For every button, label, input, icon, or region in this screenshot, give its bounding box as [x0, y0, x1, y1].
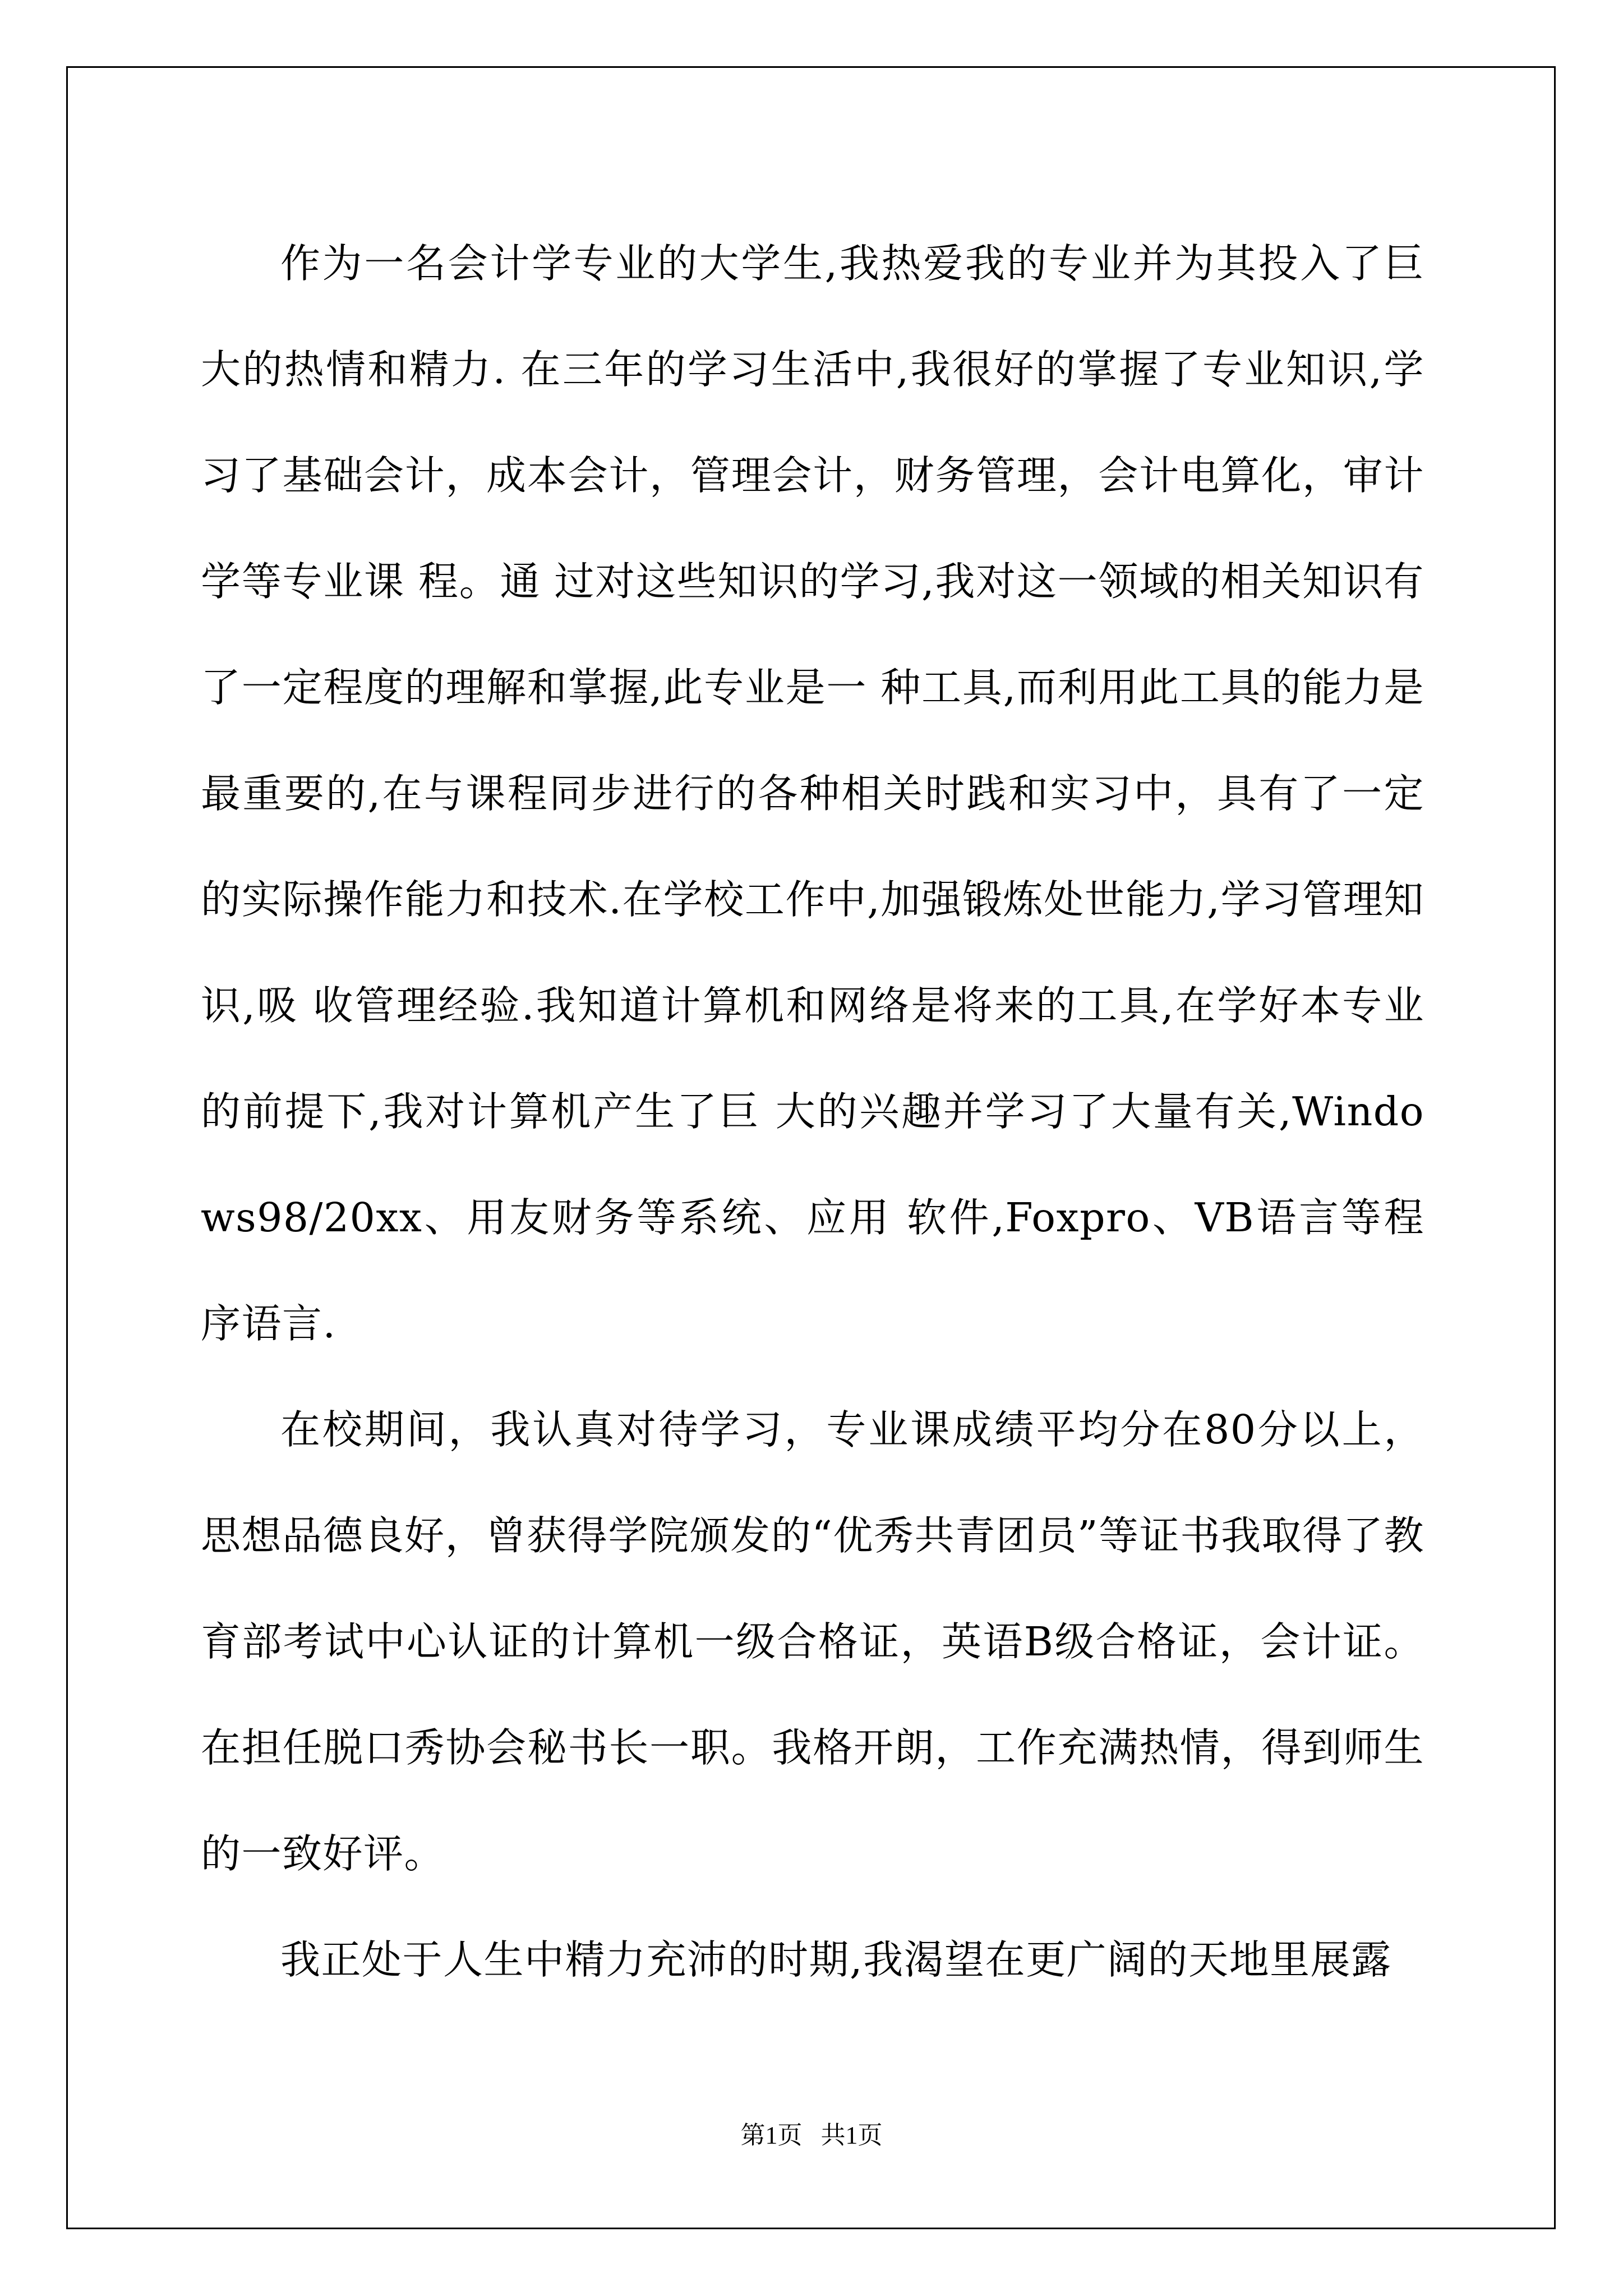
paragraph-1: 作为一名会计学专业的大学生,我热爱我的专业并为其投入了巨大的热情和精力. 在三年的学习生活中,我很好的掌握了专业知识,学习了基础会计，成本会计，管理会计，财务管理，会计电算化，审计学等专业课 程。通 过对这些知识的学习,我对这一领域的相关知识有了一定程度的理解和掌握,此专业是一 种工具,而利用此工具的能力是最重要的,在与课程同步进行的各种相关时践和实习中，具有了一定的实际操作能力和技术.在学校工作中,加强锻炼处世能力,学习管理知识,吸 收管理经验.我知道计算机和网络是将来的工具,在学好本专业的前提下,我对计算机产生了巨 大的兴趣并学习了大量有关,Windows98/20xx、用友财务等系统、应用 软件,Foxpro、VB语言等程序语言.: [201, 240, 1424, 1347]
document-body: [201, 210, 1424, 2013]
paragraph-2: 在校期间，我认真对待学习，专业课成绩平均分在80分以上，思想品德良好，曾获得学院颁发的“优秀共青团员”等证书我取得了教育部考试中心认证的计算机一级合格证，英语B级合格证，会计证。在担任脱口秀协会秘书长一职。我格开朗，工作充满热情，得到师生的一致好评。: [201, 1406, 1424, 1877]
paragraph-3: 我正处于人生中精力充沛的时期,我渴望在更广阔的天地里展露: [280, 1936, 1392, 1983]
page-footer: 第1页 共1页: [740, 2122, 883, 2149]
